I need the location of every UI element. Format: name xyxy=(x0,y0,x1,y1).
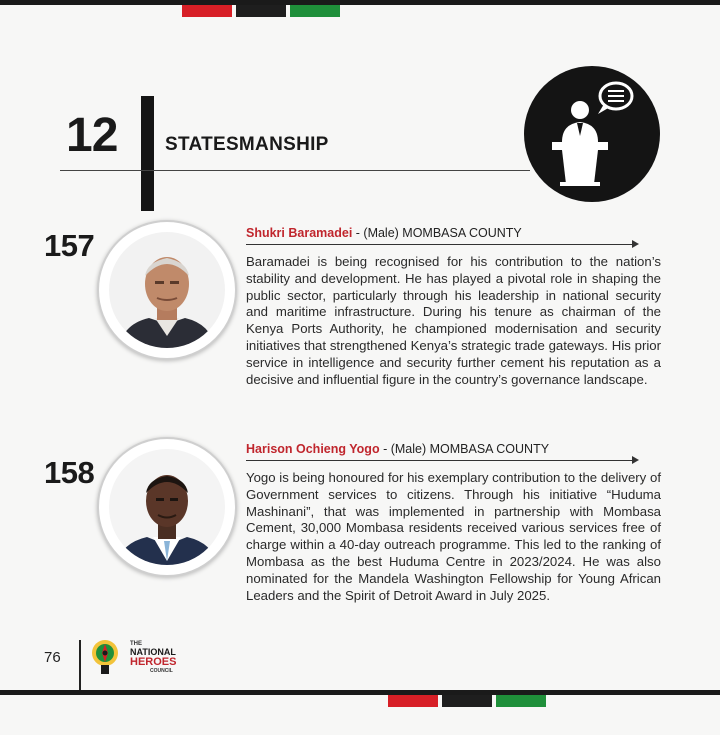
person-meta: - (Male) MOMBASA COUNTY xyxy=(352,226,522,240)
entry-number: 158 xyxy=(44,455,95,490)
chapter-divider xyxy=(141,96,154,211)
entry-number: 157 xyxy=(44,228,95,263)
flag-bar-green xyxy=(290,5,340,17)
logo-text-council: COUNCIL xyxy=(150,668,173,674)
logo-text-the: THE xyxy=(130,641,142,647)
footer-divider xyxy=(79,640,81,692)
portrait-photo xyxy=(109,232,225,348)
person-meta: - (Male) MOMBASA COUNTY xyxy=(379,442,550,456)
portrait-frame xyxy=(97,437,237,577)
logo-text-heroes: HEROES xyxy=(130,656,177,668)
portrait-frame xyxy=(97,220,237,360)
flag-bar-black xyxy=(236,5,286,17)
page-number: 76 xyxy=(44,649,61,666)
name-underline xyxy=(246,460,634,461)
speaker-at-podium-icon xyxy=(524,66,660,202)
portrait-photo xyxy=(109,449,225,565)
chapter-title: STATESMANSHIP xyxy=(165,134,329,155)
person-name: Harison Ochieng Yogo xyxy=(246,442,380,456)
flag-bar-green xyxy=(496,695,546,707)
chapter-number: 12 xyxy=(66,109,118,162)
header-rule xyxy=(60,170,530,171)
person-name-line xyxy=(246,442,549,456)
person-name-line xyxy=(246,226,522,240)
chapter-badge xyxy=(524,66,660,202)
flag-bar-red xyxy=(388,695,438,707)
flag-bar-black xyxy=(442,695,492,707)
arrow-head xyxy=(632,240,639,248)
bottom-rule xyxy=(0,690,720,695)
name-underline xyxy=(246,244,634,245)
person-bio: Baramadei is being recognised for his contribution to the nation’s stability and development. He has played a pivotal role in shaping the public sector, particularly through his leadership in national security and maritime infrastructure. During his tenure as chairman of the Kenya Ports Authority, he championed modernisation and security initiatives that strengthened Kenya’s strategic trade gateways. His prior service in intelligence and security further cement his reputation as a decisive and influential figure in the country’s governance landscape. xyxy=(246,254,661,387)
logo-text-national: NATIONAL xyxy=(130,647,176,657)
person-bio: Yogo is being honoured for his exemplary contribution to the delivery of Government services to citizens. Through his initiative “Huduma Mashinani”, that was implemented in partnership with Mombasa Cement, 30,000 Mombasa residents received various services free of charge within a 40-day outreach programme. This led to the ranking of Mombasa as the best Huduma Centre in 2023/2024. He was also nominated for the Mandela Washington Fellowship for Young African Leaders and the Spirit of Detroit Award in July 2025. xyxy=(246,470,661,603)
national-heroes-council-logo-icon xyxy=(90,638,120,676)
flag-bar-red xyxy=(182,5,232,17)
top-rule xyxy=(0,0,720,5)
person-name: Shukri Baramadei xyxy=(246,226,353,240)
arrow-head xyxy=(632,456,639,464)
